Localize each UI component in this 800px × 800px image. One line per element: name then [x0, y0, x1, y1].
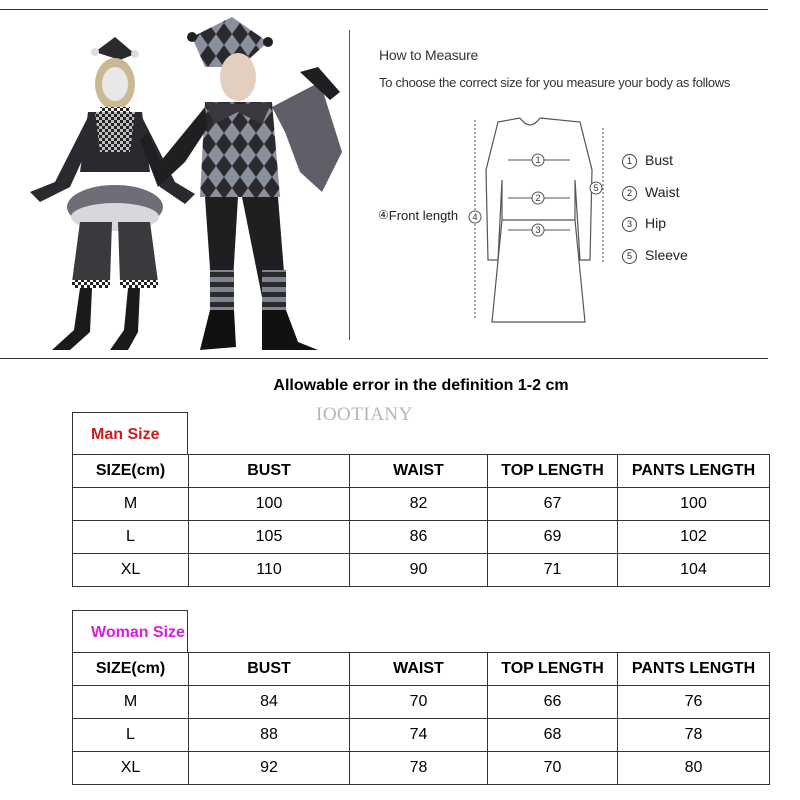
legend-item-bust: 1 Bust: [622, 152, 673, 169]
cell-size: XL: [73, 554, 189, 587]
header-top-length: TOP LENGTH: [488, 653, 618, 686]
man-size-title: Man Size: [72, 412, 188, 455]
header-waist: WAIST: [350, 455, 488, 488]
cell-pants-length: 78: [618, 719, 770, 752]
table-row: [73, 686, 770, 719]
svg-text:1: 1: [535, 155, 541, 165]
front-length-label: ④Front length: [378, 208, 459, 223]
svg-text:5: 5: [593, 183, 599, 193]
cell-pants-length: 102: [618, 521, 770, 554]
cell-top-length: 69: [488, 521, 618, 554]
cell-bust: 84: [189, 686, 350, 719]
table-row: [73, 752, 770, 785]
cell-pants-length: 104: [618, 554, 770, 587]
cell-top-length: 66: [488, 686, 618, 719]
svg-text:3: 3: [535, 225, 541, 235]
cell-bust: 105: [189, 521, 350, 554]
cell-waist: 70: [350, 686, 488, 719]
panel-divider: [349, 30, 350, 340]
header-waist: WAIST: [350, 653, 488, 686]
costume-couple-photo: [0, 12, 345, 357]
legend-item-waist: 2 Waist: [622, 184, 679, 201]
front-length-number: ④: [378, 208, 389, 222]
woman-size-title: Woman Size: [72, 610, 188, 653]
woman-table-header: [73, 653, 770, 686]
woman-size-table: [72, 652, 770, 785]
cell-size: XL: [73, 752, 189, 785]
cell-waist: 74: [350, 719, 488, 752]
watermark-text: IOOTIANY: [316, 404, 413, 425]
cell-size: L: [73, 719, 189, 752]
legend-item-sleeve: 5 Sleeve: [622, 247, 688, 264]
cell-bust: 100: [189, 488, 350, 521]
cell-pants-length: 100: [618, 488, 770, 521]
cell-waist: 78: [350, 752, 488, 785]
table-row: [73, 719, 770, 752]
cell-bust: 92: [189, 752, 350, 785]
cell-bust: 88: [189, 719, 350, 752]
cell-size: M: [73, 686, 189, 719]
legend-item-hip: 3 Hip: [622, 215, 666, 232]
cell-top-length: 70: [488, 752, 618, 785]
top-divider: [0, 9, 768, 10]
header-bust: BUST: [189, 455, 350, 488]
header-top-length: TOP LENGTH: [488, 455, 618, 488]
header-pants-length: PANTS LENGTH: [618, 653, 770, 686]
measure-title: How to Measure: [379, 47, 479, 63]
header-pants-length: PANTS LENGTH: [618, 455, 770, 488]
man-size-table: [72, 454, 770, 587]
cell-top-length: 71: [488, 554, 618, 587]
header-size: SIZE(cm): [73, 653, 189, 686]
cell-pants-length: 76: [618, 686, 770, 719]
cell-waist: 86: [350, 521, 488, 554]
header-bust: BUST: [189, 653, 350, 686]
cell-bust: 110: [189, 554, 350, 587]
cell-top-length: 67: [488, 488, 618, 521]
svg-text:2: 2: [535, 193, 541, 203]
man-table-header: [73, 455, 770, 488]
cell-size: M: [73, 488, 189, 521]
table-row: [73, 554, 770, 587]
cell-waist: 82: [350, 488, 488, 521]
svg-text:4: 4: [472, 212, 478, 222]
woman-figure: [30, 37, 195, 350]
cell-size: L: [73, 521, 189, 554]
tolerance-note: Allowable error in the definition 1-2 cm: [273, 377, 569, 394]
measure-subtitle: To choose the correct size for you measure your body as follows: [379, 75, 731, 90]
mid-divider: [0, 358, 768, 359]
header-size: SIZE(cm): [73, 455, 189, 488]
table-row: [73, 488, 770, 521]
table-row: [73, 521, 770, 554]
cell-top-length: 68: [488, 719, 618, 752]
cell-pants-length: 80: [618, 752, 770, 785]
cell-waist: 90: [350, 554, 488, 587]
